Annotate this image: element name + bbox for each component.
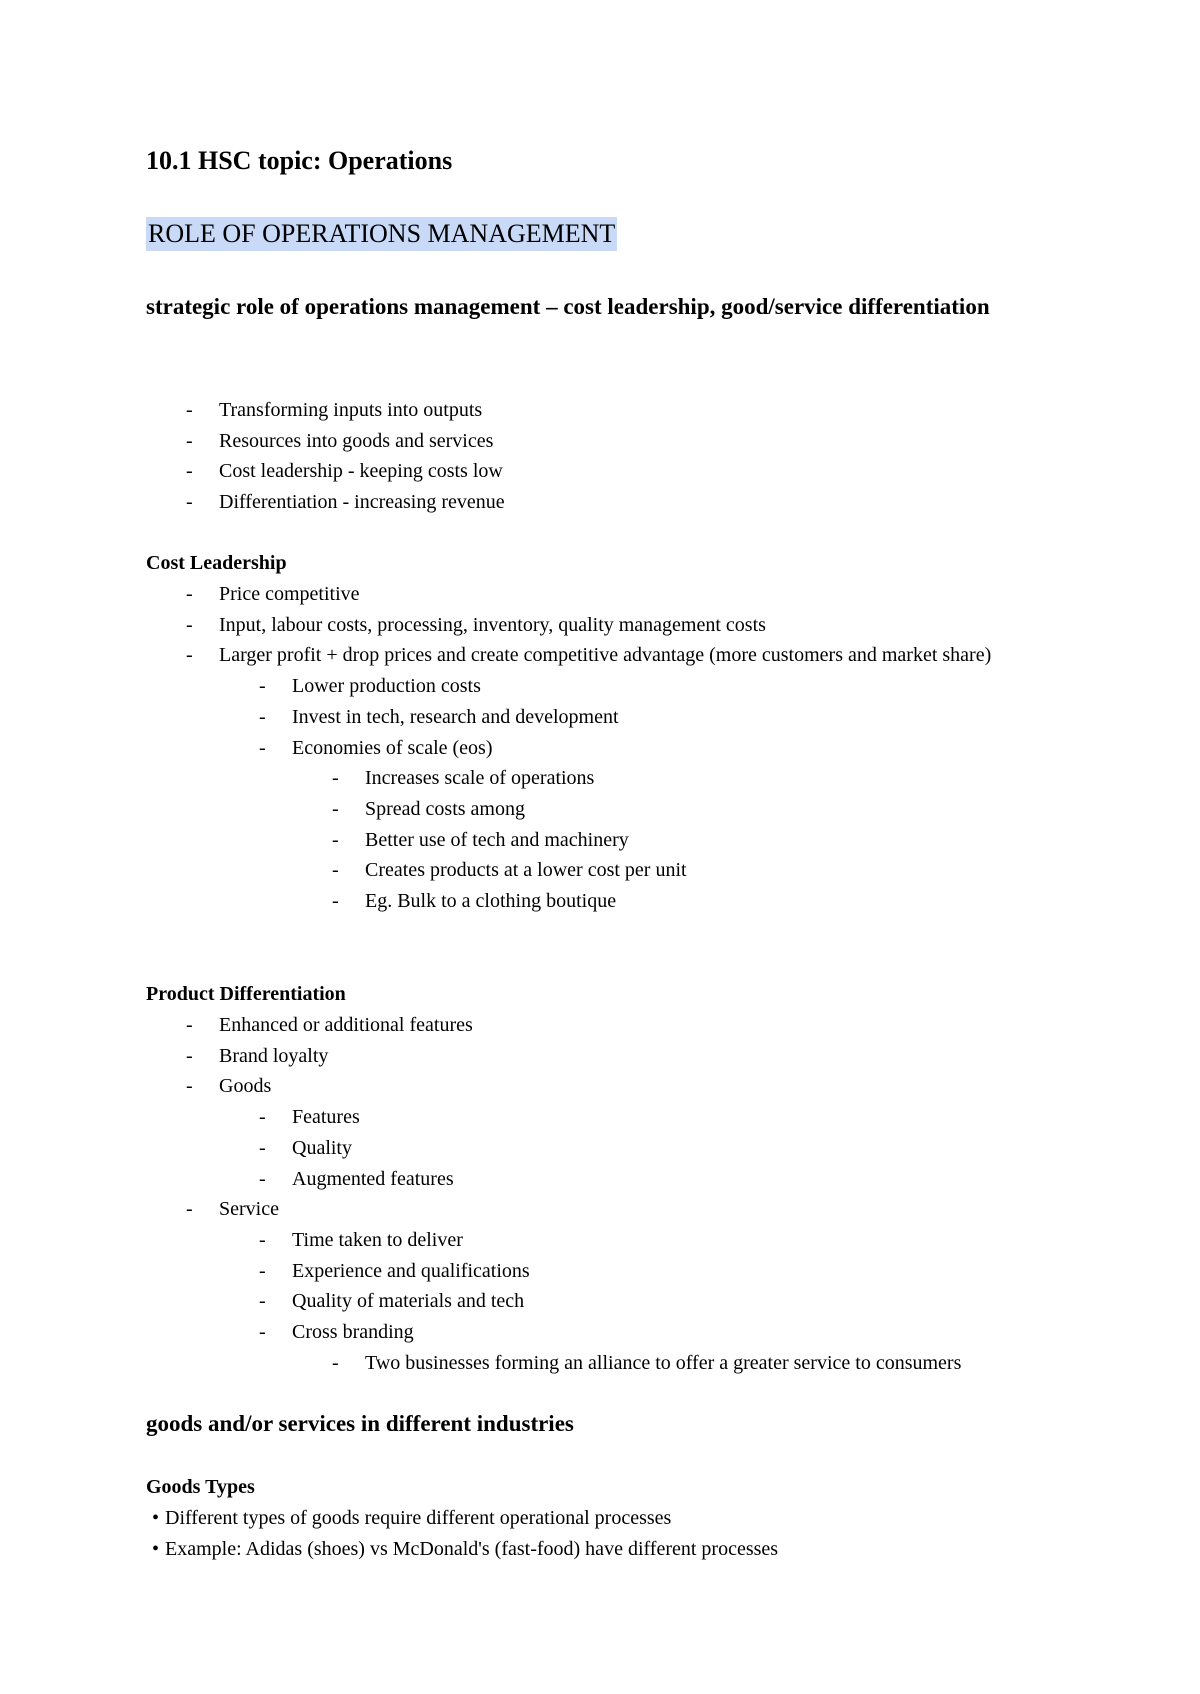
dash-marker: - [332,1351,339,1374]
dash-marker: - [186,1014,193,1036]
dash-marker: - [332,859,339,882]
dash-marker: - [259,1259,266,1282]
dash-marker: - [186,644,193,667]
bullet-marker: • [152,1538,160,1560]
list-item: - Resources into goods and services [146,426,505,457]
list-item: - Service [146,1194,961,1225]
dash-marker: - [186,399,193,421]
list-item: - Price competitive [146,579,1099,610]
subheading-strategic-role: strategic role of operations management – cost leadership, good/service differentiation [146,294,990,319]
dash-marker: - [259,1290,266,1313]
dash-marker: - [259,1321,266,1344]
list-item: - Enhanced or additional features [146,1010,961,1041]
dash-marker: - [186,1044,193,1067]
list-item: - Input, labour costs, processing, inventory, quality management costs [146,610,1099,641]
list-item: - Features [146,1102,961,1133]
list-item: - Lower production costs [146,671,1099,702]
list-item: - Two businesses forming an alliance to offer a greater service to consumers [146,1348,961,1379]
list-item: - Transforming inputs into outputs [146,395,505,426]
dash-marker: - [259,1136,266,1159]
list-item: - Eg. Bulk to a clothing boutique [146,886,1099,917]
list-item: • Example: Adidas (shoes) vs McDonald's (fast-food) have different processes [146,1534,778,1565]
dash-marker: - [259,705,266,728]
dash-marker: - [186,1075,193,1098]
dash-marker: - [259,736,266,759]
list-item: - Brand loyalty [146,1041,961,1072]
list-item: - Quality of materials and tech [146,1286,961,1317]
dash-marker: - [259,1228,266,1251]
dash-marker: - [259,1167,266,1190]
intro-list [146,395,505,518]
list-item: - Cross branding [146,1317,961,1348]
bullet-marker: • [152,1507,160,1529]
cost-leadership-list [146,579,1099,917]
list-item: - Creates products at a lower cost per unit [146,855,1099,886]
dash-marker: - [186,460,193,483]
list-item: - Increases scale of operations [146,763,1099,794]
list-item: - Better use of tech and machinery [146,825,1099,856]
list-item: - Larger profit + drop prices and create competitive advantage (more customers and market share) [146,640,1099,671]
goods-services-heading: goods and/or services in different industries [146,1411,574,1436]
dash-marker: - [186,429,193,452]
dash-marker: - [332,797,339,820]
list-item: - Goods [146,1071,961,1102]
goods-types-list [146,1503,778,1565]
product-differentiation-list [146,1010,961,1378]
dash-marker: - [186,1198,193,1221]
list-item: - Economies of scale (eos) [146,733,1099,764]
goods-types-heading: Goods Types [146,1476,255,1498]
list-item: - Experience and qualifications [146,1256,961,1287]
cost-leadership-heading: Cost Leadership [146,552,287,574]
dash-marker: - [186,491,193,514]
list-item: • Different types of goods require different operational processes [146,1503,778,1534]
list-item: - Quality [146,1133,961,1164]
dash-marker: - [259,1106,266,1129]
dash-marker: - [332,890,339,913]
dash-marker: - [186,583,193,605]
product-differentiation-heading: Product Differentiation [146,983,346,1005]
list-item: - Time taken to deliver [146,1225,961,1256]
list-item: - Invest in tech, research and development [146,702,1099,733]
document-title: 10.1 HSC topic: Operations [146,146,453,175]
section-heading: ROLE OF OPERATIONS MANAGEMENT [146,217,617,251]
dash-marker: - [186,613,193,636]
list-item: - Differentiation - increasing revenue [146,487,505,518]
dash-marker: - [259,675,266,698]
list-item: - Cost leadership - keeping costs low [146,456,505,487]
list-item: - Augmented features [146,1164,961,1195]
dash-marker: - [332,828,339,851]
list-item: - Spread costs among [146,794,1099,825]
dash-marker: - [332,767,339,790]
